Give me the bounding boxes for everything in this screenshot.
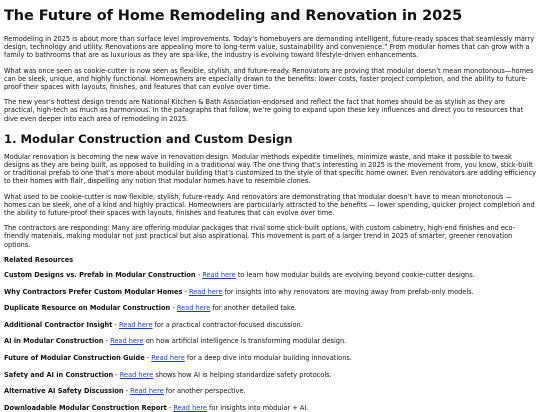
resource-read-link[interactable]: Read here xyxy=(151,354,185,363)
resource-read-link[interactable]: Read here xyxy=(176,304,211,313)
resource-item xyxy=(4,371,536,379)
resource-description: shows how AI is helping standardize safety protocols. xyxy=(153,370,332,379)
resource-separator: - xyxy=(123,387,131,396)
section-paragraph-3: The contractors are responding: Many are offering modular packages that rival some stick-built options, with custom cabinetry, high-end finishes and eco-friendly materials, making modular not just practical but also aspirational. This movement is part of a larger trend in 2025 of smarter, greener renovation options. xyxy=(4,224,516,249)
resource-title: Duplicate Resource on Modular Construction xyxy=(4,304,171,313)
resource-item xyxy=(4,288,536,296)
resource-item xyxy=(4,271,536,279)
resource-read-link[interactable]: Read here xyxy=(110,337,144,346)
resource-description: for a practical contractor-focused discussion. xyxy=(152,320,303,329)
resource-separator: - xyxy=(144,354,152,363)
related-resources-list xyxy=(4,271,536,412)
resource-title: Alternative AI Safety Discussion xyxy=(4,387,124,396)
resource-separator: - xyxy=(113,370,120,379)
resource-item xyxy=(4,354,536,362)
resource-title: AI in Modular Construction xyxy=(4,337,104,346)
intro-paragraph-3: The new year’s hottest design trends are National Kitchen & Bath Association-endorsed and reflect the fact that homes should be as stylish as they are practical, high-tech as much as harmonious. In the paragraphs that follow, we’re going to expand upon these key influences and direct you to resources that dive even deeper into each area of remodeling in 2025. xyxy=(4,98,524,123)
intro-paragraph-2: What was once seen as cookie-cutter is now seen as flexible, stylish, and future-ready. Renovators are proving that modular doesn’t mean monotonous—homes can be sleek, unique, and highly functional. Homeowners are especially drawn to the benefits: lower costs, faster project completion, and the ability to future-proof their spaces with layouts, finishes, and features that can evolve over time. xyxy=(4,66,534,92)
resource-item xyxy=(4,387,536,395)
resource-description: for a deep dive into modular building innovations. xyxy=(184,354,352,363)
resource-separator: - xyxy=(182,287,189,296)
resource-description: for another perspective. xyxy=(163,387,246,396)
resource-title: Future of Modular Construction Guide xyxy=(4,354,145,363)
resource-description: to learn how modular builds are evolving beyond cookie-cutter designs. xyxy=(235,271,475,280)
resource-title: Downloadable Modular Construction Report xyxy=(4,403,167,412)
resource-title: Safety and AI in Construction xyxy=(4,370,114,379)
resource-separator: - xyxy=(103,337,111,346)
resource-title: Why Contractors Prefer Custom Modular Homes xyxy=(4,287,183,296)
resource-read-link[interactable]: Read here xyxy=(202,271,236,280)
resource-description: for insights into modular + AI. xyxy=(206,403,309,412)
page-title: The Future of Home Remodeling and Renovation in 2025 xyxy=(4,8,463,24)
resource-title: Additional Contractor Insight xyxy=(4,320,113,329)
resource-read-link[interactable]: Read here xyxy=(188,287,223,296)
resource-title: Custom Designs vs. Prefab in Modular Construction xyxy=(4,271,196,280)
section-paragraph-1: Modular renovation is becoming the new wave in renovation design. Modular methods expedite timelines, minimize waste, and make it possible to tweak designs as they are being built, as opposed to building in a traditional way. The one thing that’s interesting in 2025 is the movement from, you know, stick-built or traditional prefab to one that’s more about modular building that’s customized to the style of that specific home owner. Even renovators are adding efficiency to their homes with flair, dispelling any notion that modular homes have to resemble clones. xyxy=(4,152,536,186)
resource-separator: - xyxy=(112,320,119,329)
intro-paragraph-1: Remodeling in 2025 is about more than surface level improvements. Today’s homebuyers are demanding intelligent, future-ready spaces that seamlessly marry design, technology and utility. Renovations are appealing more to long-term value, sustainability and convenience.” From modular homes that can grow with a family to bathrooms that are as luxurious as they are spa-like, the industry is evolving toward lifestyle-driven enhancements. xyxy=(4,35,535,60)
section-paragraph-2: What used to be cookie-cutter is now flexible, stylish, future-ready. And renovators are demonstrating that modular doesn’t have to mean monotonous — homes can be sleek, one of a kind and highly practical. Homeowners are particularly attracted to the benefits — lower spending, quicker project completion and the ability to future-proof their spaces with layouts, finishes and features that can evolve over time. xyxy=(4,192,535,218)
resource-item xyxy=(4,321,536,329)
related-resources-heading: Related Resources xyxy=(4,255,74,264)
resource-read-link[interactable]: Read here xyxy=(118,320,153,329)
resource-description: for another detailed take. xyxy=(210,304,297,313)
resource-read-link[interactable]: Read here xyxy=(119,370,154,379)
resource-read-link[interactable]: Read here xyxy=(130,387,164,396)
resource-item xyxy=(4,337,536,345)
resource-separator: - xyxy=(170,304,177,313)
resource-read-link[interactable]: Read here xyxy=(173,403,207,412)
resource-item xyxy=(4,304,536,312)
resource-item xyxy=(4,404,536,412)
resource-separator: - xyxy=(166,403,174,412)
resource-description: for insights into why renovators are moving away from prefab-only models. xyxy=(222,287,474,296)
resource-description: on how artificial intelligence is transforming modular design. xyxy=(143,337,347,346)
section-heading-modular: 1. Modular Construction and Custom Design xyxy=(4,131,293,146)
resource-separator: - xyxy=(195,271,203,280)
